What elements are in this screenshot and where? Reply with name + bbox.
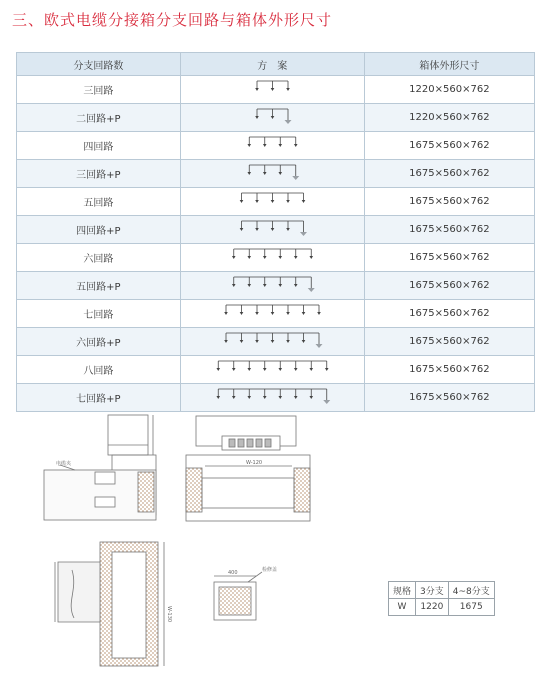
top-dimension-label: W-120 — [246, 460, 263, 466]
plan-view-drawing — [55, 542, 164, 666]
dimension-cell: 1675×560×762 — [364, 132, 534, 160]
side-view-rail — [95, 472, 115, 484]
dimension-cell: 1220×560×762 — [364, 76, 534, 104]
branch-count-cell: 六回路 — [17, 244, 181, 272]
plan-view-side — [58, 562, 100, 622]
header-branch-count: 分支回路数 — [17, 53, 181, 76]
dimension-cell: 1675×560×762 — [364, 188, 534, 216]
plan-view-inner — [112, 552, 146, 658]
spec-value-cell: W — [389, 599, 416, 616]
dimension-cell: 1675×560×762 — [364, 272, 534, 300]
header-box-dimensions: 箱体外形尺寸 — [364, 53, 534, 76]
front-view-hatch-right — [294, 468, 310, 512]
dimension-cell: 1675×560×762 — [364, 244, 534, 272]
side-view-top-box — [108, 415, 148, 455]
header-scheme: 方 案 — [180, 53, 364, 76]
spec-header-cell: 3分支 — [416, 582, 449, 599]
vent-slot — [265, 439, 271, 447]
vent-slot — [247, 439, 253, 447]
rail-label: 电缆夹 — [56, 461, 72, 467]
branch-count-cell: 六回路+P — [17, 328, 181, 356]
branch-count-cell: 三回路+P — [17, 160, 181, 188]
vent-slot — [238, 439, 244, 447]
side-view-rail — [95, 497, 115, 507]
branch-count-cell: 四回路+P — [17, 216, 181, 244]
base-plate-label: 检修盖 — [262, 567, 278, 573]
base-plate-holes — [219, 587, 251, 615]
side-view-drawing — [44, 415, 156, 520]
dimension-cell: 1675×560×762 — [364, 160, 534, 188]
spec-table — [388, 581, 495, 616]
branch-count-cell: 八回路 — [17, 356, 181, 384]
dimension-cell: 1675×560×762 — [364, 216, 534, 244]
spec-header-row — [389, 582, 495, 599]
branch-count-cell: 七回路+P — [17, 384, 181, 412]
dimension-cell: 1675×560×762 — [364, 328, 534, 356]
branch-count-cell: 四回路 — [17, 132, 181, 160]
dimension-cell: 1675×560×762 — [364, 384, 534, 412]
front-view-hatch-left — [186, 468, 202, 512]
dimension-cell: 1220×560×762 — [364, 104, 534, 132]
spec-value-cell: 1675 — [448, 599, 494, 616]
vent-slot — [229, 439, 235, 447]
side-dimension-label: W-130 — [166, 606, 172, 623]
spec-value-row — [389, 599, 495, 616]
base-dimension-label: 400 — [228, 570, 238, 576]
branch-count-cell: 七回路 — [17, 300, 181, 328]
page-title: 三、欧式电缆分接箱分支回路与箱体外形尺寸 — [12, 11, 333, 29]
branch-count-cell: 二回路+P — [17, 104, 181, 132]
spec-header-cell: 4~8分支 — [448, 582, 494, 599]
front-view-cavity — [202, 478, 294, 508]
vent-slot — [256, 439, 262, 447]
base-plate-drawing — [214, 572, 262, 620]
branch-count-cell: 五回路 — [17, 188, 181, 216]
front-view-drawing — [186, 416, 310, 521]
dimension-cell: 1675×560×762 — [364, 300, 534, 328]
spec-header-cell: 规格 — [389, 582, 416, 599]
side-view-hatch — [138, 472, 154, 512]
branch-count-cell: 三回路 — [17, 76, 181, 104]
spec-value-cell: 1220 — [416, 599, 449, 616]
leader-line — [248, 572, 262, 582]
branch-count-cell: 五回路+P — [17, 272, 181, 300]
dimension-cell: 1675×560×762 — [364, 356, 534, 384]
